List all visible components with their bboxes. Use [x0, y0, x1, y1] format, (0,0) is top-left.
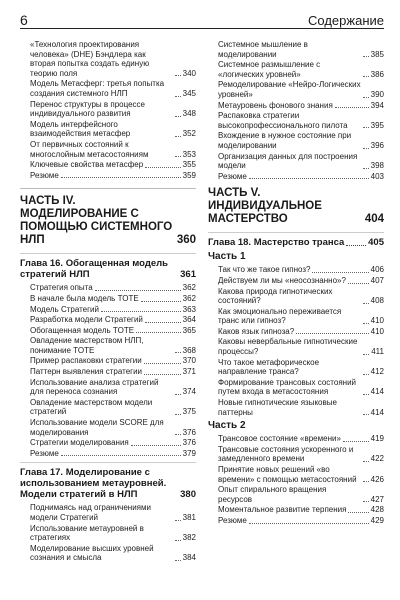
toc-entry-page: 426: [370, 474, 384, 484]
dot-leader: [145, 167, 180, 168]
toc-entry-title: Трансовое состояние «времени»: [218, 434, 341, 444]
toc-entry-title: Моделирование высших уровней сознания и смысла: [30, 543, 154, 563]
toc-entry-page: 414: [370, 387, 384, 397]
toc-entry-page: 379: [182, 448, 196, 458]
toc-entry-page: 395: [370, 120, 384, 130]
dot-leader: [363, 303, 369, 304]
toc-list-left-top: [20, 40, 196, 180]
toc-entry-title: Перенос структуры в процессе индивидуального развития: [30, 99, 145, 119]
toc-entry-title: Разработка модели Стратегий: [30, 315, 143, 325]
toc-right-column: [208, 39, 384, 599]
part-5-page: 404: [364, 213, 384, 226]
toc-entry-title: Пример распаковки стратегии: [30, 356, 142, 366]
toc-entry-page: 410: [370, 316, 384, 326]
toc-entry-page: 365: [182, 325, 196, 335]
toc-entry-page: 381: [182, 513, 196, 522]
dot-leader: [363, 76, 369, 77]
toc-entry: [208, 152, 384, 171]
dot-leader: [175, 156, 181, 157]
toc-entry-page: 408: [370, 296, 384, 306]
dot-leader: [175, 75, 181, 76]
toc-entry-title: Овладение мастерством НЛП, понимание TOTE: [30, 336, 144, 355]
dot-leader: [61, 455, 181, 456]
dot-leader: [61, 177, 181, 178]
toc-entry: [20, 336, 196, 355]
toc-entry-page: 374: [182, 387, 196, 397]
dot-leader: [363, 148, 369, 149]
toc-entry-title: Стратегии моделирования: [30, 438, 129, 448]
toc-entry: [208, 111, 384, 130]
toc-entry-title: Какова природа гипнотических состояний?: [218, 286, 333, 306]
toc-entry-title: Метауровень фонового знания: [218, 100, 333, 110]
section-title: Содержание: [308, 13, 384, 28]
dot-leader: [175, 394, 181, 395]
toc-entry-page: 412: [370, 367, 384, 377]
dot-leader: [363, 394, 369, 395]
toc-entry: [208, 80, 384, 99]
toc-entry: [20, 524, 196, 543]
dot-leader: [175, 96, 181, 97]
chapter-17-title: Глава 17. Моделирование с использованием метауровней. Модели стратегий в НЛП: [20, 467, 167, 501]
toc-entry-title: Резюме: [30, 170, 59, 180]
toc-entry-title: Модель Стратегий: [30, 304, 99, 314]
toc-entry: [20, 140, 196, 159]
toc-entry: [20, 79, 196, 98]
dot-leader: [136, 332, 181, 333]
toc-entry: [20, 449, 196, 459]
toc-entry-title: Трансовые состояния ускоренного и замедленного времени: [218, 444, 354, 464]
toc-entry-title: Овладение мастерством модели стратегий: [30, 397, 153, 417]
toc-entry: [20, 356, 196, 366]
toc-entry-title: Вхождение в нужное состояние при моделировании: [218, 131, 352, 150]
chapter-16-heading: [20, 253, 196, 280]
toc-entry: [208, 398, 384, 417]
toc-entry: [208, 60, 384, 79]
toc-entry: [208, 172, 384, 182]
toc-entry-title: Новые гипнотические языковые паттерны: [218, 398, 337, 417]
toc-entry-title: Системное мышление в моделировании: [218, 40, 308, 59]
toc-entry-title: Каков язык гипноза?: [218, 326, 295, 336]
chapter-18-page: 405: [368, 237, 384, 249]
toc-entry-page: 362: [182, 283, 196, 293]
toc-entry-page: 407: [370, 275, 384, 285]
toc-list-chapter-17: [20, 503, 196, 563]
toc-entry-page: 362: [182, 293, 196, 303]
part-4-page: 360: [176, 234, 196, 247]
dot-leader: [175, 434, 181, 435]
toc-entry-title: Опыт спирального вращения ресурсов: [218, 485, 327, 504]
toc-entry-page: 382: [182, 533, 196, 543]
dot-leader: [363, 414, 369, 415]
toc-entry-page: 390: [370, 89, 384, 99]
chapter-17-page: 380: [180, 489, 196, 501]
toc-entry: [20, 294, 196, 304]
toc-entry: [20, 315, 196, 325]
toc-entry: [20, 100, 196, 119]
toc-entry-title: Резюме: [218, 171, 247, 181]
toc-entry: [208, 505, 384, 515]
toc-entry: [20, 160, 196, 170]
toc-entry-page: 386: [370, 69, 384, 79]
toc-entry: [208, 327, 384, 337]
toc-entry-title: Так что же такое гипноз?: [218, 265, 311, 275]
toc-entry-title: Действуем ли мы «неосознанно»?: [218, 275, 346, 285]
chapter-18-title: Глава 18. Мастерство транса: [208, 237, 345, 249]
toc-entry-title: В начале была модель TOTE: [30, 293, 139, 303]
toc-entry-title: Поднимаясь над ограничениями модели Стратегий: [30, 503, 151, 522]
dot-leader: [363, 374, 369, 375]
toc-list-right-top: [208, 40, 384, 181]
toc-entry-page: 376: [182, 438, 196, 448]
toc-list-part-1: [208, 265, 384, 417]
toc-entry-title: Обогащенная модель TOTE: [30, 325, 135, 335]
dot-leader: [175, 560, 181, 561]
toc-entry-page: 396: [370, 140, 384, 150]
toc-entry-page: 363: [182, 304, 196, 314]
toc-entry: [20, 305, 196, 315]
dot-leader: [141, 301, 181, 302]
sub-part-2-heading: Часть 2: [208, 420, 246, 432]
toc-entry-page: 376: [182, 427, 196, 437]
dot-leader: [145, 322, 181, 323]
toc-entry-page: 348: [182, 109, 196, 119]
toc-entry-title: Использование анализа стратегий для переноса сознания: [30, 377, 159, 397]
toc-entry: [208, 465, 384, 484]
toc-entry: [208, 378, 384, 397]
toc-entry-title: От первичных состояний к многослойным метасостояниям: [30, 139, 149, 159]
toc-entry-page: 403: [370, 171, 384, 181]
dot-leader: [249, 523, 369, 524]
dot-leader: [363, 481, 369, 482]
dot-leader: [363, 127, 369, 128]
toc-left-column: [20, 39, 196, 599]
toc-entry-title: Формирование трансовых состояний путем входа в метасостояния: [218, 377, 357, 397]
toc-entry-title: Принятие новых решений «во времени» с помощью метасостояний: [218, 465, 357, 484]
toc-entry: [20, 40, 196, 78]
toc-entry-page: 419: [370, 434, 384, 444]
toc-entry: [20, 398, 196, 417]
dot-leader: [101, 311, 181, 312]
dot-leader: [175, 414, 181, 415]
dot-leader: [175, 520, 181, 521]
toc-entry-page: 414: [370, 407, 384, 417]
toc-entry-page: 428: [370, 505, 384, 515]
toc-entry: [20, 283, 196, 293]
dot-leader: [348, 283, 369, 284]
toc-entry-title: Модель Метасферг: третья попытка создания системного НЛП: [30, 79, 165, 98]
toc-entry: [20, 378, 196, 397]
toc-entry: [20, 544, 196, 563]
dot-leader: [95, 290, 181, 291]
dot-leader: [363, 461, 369, 462]
sub-part-1-heading: Часть 1: [208, 251, 246, 263]
part-4-title: ЧАСТЬ IV. МОДЕЛИРОВАНИЕ С ПОМОЩЬЮ СИСТЕМНОГО НЛП: [20, 195, 173, 247]
page-number: 6: [20, 12, 28, 28]
toc-entry-title: Системное размышление с «логических уровней»: [218, 60, 321, 79]
part-4-heading: [20, 188, 196, 247]
part-5-heading: [208, 187, 384, 226]
dot-leader: [312, 272, 368, 273]
toc-entry: [208, 265, 384, 275]
dot-leader: [348, 512, 368, 513]
toc-entry: [20, 503, 196, 522]
toc-entry: [208, 101, 384, 111]
dot-leader: [175, 540, 181, 541]
toc-entry-title: Стратегия опыта: [30, 283, 93, 293]
toc-entry: [208, 287, 384, 306]
toc-entry-page: 427: [370, 494, 384, 504]
toc-entry-page: 384: [182, 553, 196, 563]
toc-entry: [20, 171, 196, 181]
chapter-16-page: 361: [180, 269, 196, 281]
toc-entry-title: Ключевые свойства метасфер: [30, 160, 144, 170]
toc-list-part-2: [208, 434, 384, 525]
toc-entry-title: Что такое метафорическое направление транса?: [218, 357, 320, 377]
toc-entry-title: Паттерн выявления стратегии: [30, 367, 143, 377]
toc-entry-page: 353: [182, 149, 196, 159]
toc-entry-title: Организация данных для построения модели: [218, 151, 358, 171]
toc-entry-title: Ремоделирование «Нейро-Логических уровней»: [218, 80, 361, 99]
toc-entry-page: 370: [182, 356, 196, 366]
toc-entry-page: 406: [370, 265, 384, 275]
toc-entry-page: 364: [182, 315, 196, 325]
toc-entry: [208, 40, 384, 59]
toc-entry-page: 375: [182, 407, 196, 417]
toc-entry-page: 398: [370, 161, 384, 171]
toc-entry: [208, 485, 384, 504]
toc-entry: [208, 307, 384, 326]
dot-leader: [363, 168, 369, 169]
dot-leader: [363, 56, 369, 57]
dot-leader: [363, 354, 369, 355]
toc-entry: [208, 445, 384, 464]
toc-entry-page: 340: [182, 68, 196, 78]
toc-entry: [20, 418, 196, 437]
toc-entry: [20, 367, 196, 377]
toc-entry: [20, 326, 196, 336]
dot-leader: [363, 97, 369, 98]
toc-entry-title: Использование модели SCORE для моделирования: [30, 418, 164, 437]
toc-entry: [208, 434, 384, 444]
toc-entry-title: Модель интерфейсного взаимодействия метасфер: [30, 119, 131, 139]
toc-entry-page: 345: [182, 88, 196, 98]
toc-entry-page: 368: [182, 345, 196, 355]
dot-leader: [175, 136, 181, 137]
toc-entry-page: 422: [370, 454, 384, 464]
toc-list-chapter-16: [20, 283, 196, 458]
page-header: [20, 6, 384, 29]
dot-leader: [144, 363, 181, 364]
toc-entry-title: Каковы невербальные гипнотические процессы?: [218, 337, 358, 357]
toc-entry-title: Резюме: [30, 448, 59, 458]
dot-leader: [175, 352, 181, 353]
toc-entry: [20, 120, 196, 139]
dot-leader: [363, 501, 369, 502]
toc-entry: [208, 358, 384, 377]
toc-columns: [20, 39, 384, 599]
toc-entry-title: Как эмоционально переживается транс или гипноз?: [218, 306, 342, 326]
dot-leader: [296, 333, 368, 334]
toc-entry-title: «Технология проектирования человека» (DHE) Бэндлера как вторая попытка создать единую теорию поля: [30, 40, 150, 78]
dot-leader: [335, 107, 369, 108]
toc-entry-page: 429: [370, 515, 384, 525]
chapter-16-title: Глава 16. Обогащенная модель стратегий НЛП: [20, 258, 169, 281]
dot-leader: [363, 323, 369, 324]
dot-leader: [249, 178, 369, 179]
toc-entry-page: 385: [370, 49, 384, 59]
toc-entry: [20, 438, 196, 448]
toc-entry-title: Моментальное развитие терпения: [218, 505, 347, 515]
toc-entry-title: Резюме: [218, 515, 247, 525]
chapter-18-heading: [208, 232, 384, 248]
toc-entry-title: Использование метауровней в стратегиях: [30, 523, 144, 543]
toc-entry-page: 355: [182, 160, 196, 170]
dot-leader: [343, 441, 369, 442]
dot-leader: [346, 245, 366, 246]
chapter-17-heading: [20, 462, 196, 500]
toc-entry: [208, 337, 384, 356]
toc-entry-page: 410: [370, 326, 384, 336]
toc-entry-page: 371: [182, 367, 196, 377]
toc-entry-page: 394: [370, 100, 384, 110]
dot-leader: [144, 374, 181, 375]
toc-entry: [208, 516, 384, 526]
dot-leader: [175, 116, 181, 117]
toc-entry: [208, 131, 384, 150]
dot-leader: [131, 445, 181, 446]
toc-entry-page: 359: [182, 170, 196, 180]
toc-entry-page: 352: [182, 129, 196, 139]
toc-entry-title: Распаковка стратегии высокопрофессионального пилота: [218, 111, 348, 130]
part-5-title: ЧАСТЬ V. ИНДИВИДУАЛЬНОЕ МАСТЕРСТВО: [208, 187, 322, 226]
toc-entry: [208, 276, 384, 286]
toc-entry-page: 411: [371, 347, 384, 357]
